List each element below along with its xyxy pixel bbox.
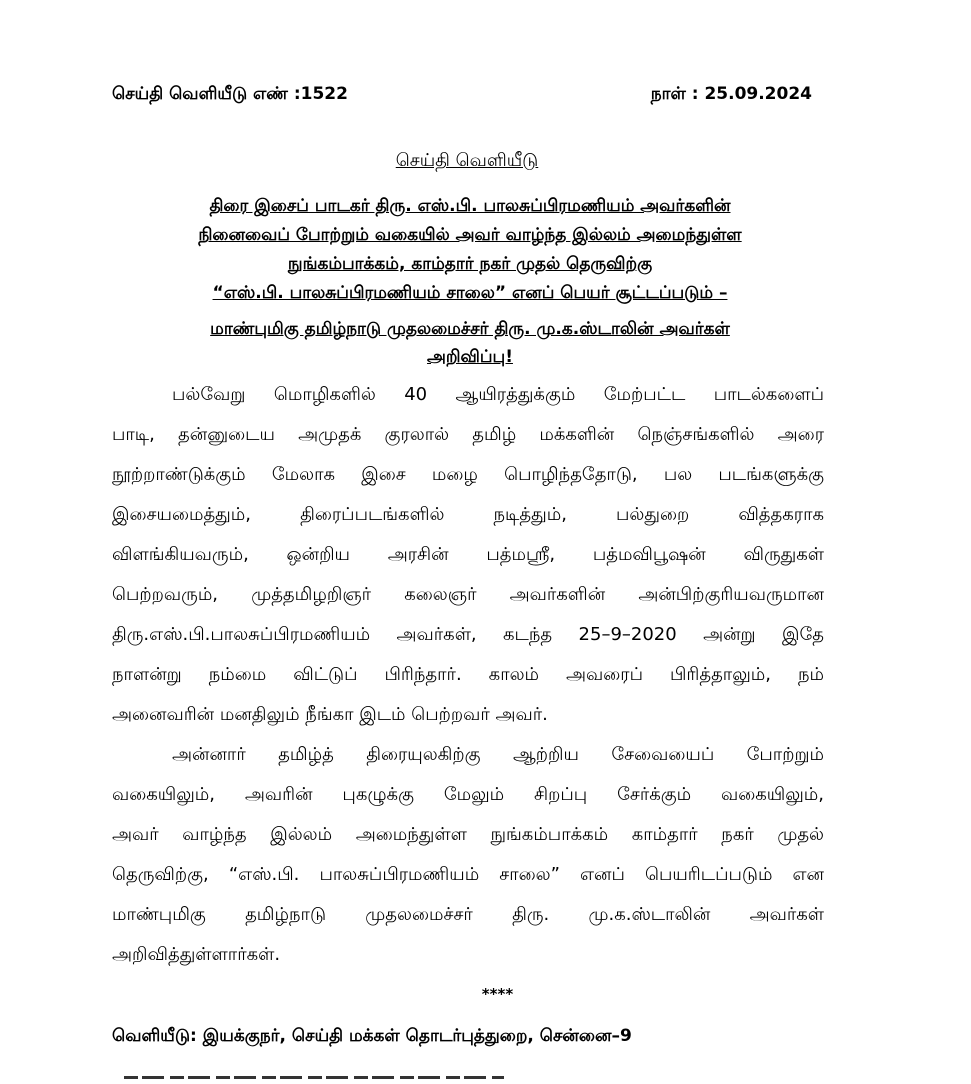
cut-off-text-line [124, 1072, 504, 1084]
paragraph-line: நாளன்று நம்மை விட்டுப் பிரிந்தார். காலம் அவரைப் பிரித்தாலும், நம் [112, 664, 824, 685]
paragraph-line: விளங்கியவரும், ஒன்றிய அரசின் பத்மஸ்ரீ, பத்மவிபூஷன் விருதுகள் [112, 544, 824, 565]
headline-line: நுங்கம்பாக்கம், காம்தார் நகர் முதல் தெருவிற்கு [287, 254, 653, 274]
paragraph-line: திரு.எஸ்.பி.பாலசுப்பிரமணியம் அவர்கள், கடந்த 25–9–2020 அன்று இதே [112, 624, 824, 645]
paragraph-line: அறிவித்துள்ளார்கள். [112, 944, 281, 965]
release-number: செய்தி வெளியீடு எண் :1522 [112, 84, 348, 104]
paragraph-line: நூற்றாண்டுக்கும் மேலாக இசை மழை பொழிந்ததோடு, பல படங்களுக்கு [112, 464, 824, 485]
paragraph-2 [112, 735, 824, 975]
paragraph-line: பல்வேறு மொழிகளில் 40 ஆயிரத்துக்கும் மேற்பட்ட பாடல்களைப் [172, 384, 824, 405]
paragraph-line: பெற்றவரும், முத்தமிழறிஞர் கலைஞர் அவர்களின் அன்பிற்குரியவருமான [112, 584, 824, 605]
headline-line: “எஸ்.பி. பாலசுப்பிரமணியம் சாலை” எனப் பெயர் சூட்டப்படும் – [212, 283, 728, 303]
headline [130, 192, 810, 308]
issuer-footer: வெளியீடு: இயக்குநர், செய்தி மக்கள் தொடர்புத்துறை, சென்னை–9 [112, 1026, 632, 1046]
subheadline-line: மாண்புமிகு தமிழ்நாடு முதலமைச்சர் திரு. மு.க.ஸ்டாலின் அவர்கள் [210, 319, 730, 339]
headline-line: திரை இசைப் பாடகர் திரு. எஸ்.பி. பாலசுப்பிரமணியம் அவர்களின் [209, 196, 731, 216]
paragraph-line: தெருவிற்கு, “எஸ்.பி. பாலசுப்பிரமணியம் சாலை” எனப் பெயரிடப்படும் என [112, 864, 824, 885]
header-row [112, 84, 812, 108]
paragraph-line: அனைவரின் மனதிலும் நீங்கா இடம் பெற்றவர் அவர். [112, 704, 548, 725]
paragraph-1 [112, 375, 824, 735]
paragraph-line: இசையமைத்தும், திரைப்படங்களில் நடித்தும், பல்துறை வித்தகராக [112, 504, 824, 525]
paragraph-line: அவர் வாழ்ந்த இல்லம் அமைந்துள்ள நுங்கம்பாக்கம் காம்தார் நகர் முதல் [112, 824, 824, 845]
paragraph-line: பாடி, தன்னுடைய அமுதக் குரலால் தமிழ் மக்களின் நெஞ்சங்களில் அரை [112, 424, 824, 445]
subheadline-line: அறிவிப்பு! [427, 347, 513, 367]
section-separator: **** [481, 985, 514, 1003]
paragraph-line: மாண்புமிகு தமிழ்நாடு முதலமைச்சர் திரு. மு.க.ஸ்டாலின் அவர்கள் [112, 904, 824, 925]
headline-line: நினைவைப் போற்றும் வகையில் அவர் வாழ்ந்த இல்லம் அமைந்துள்ள [198, 225, 742, 245]
subheadline [130, 315, 810, 371]
release-date: நாள் : 25.09.2024 [650, 84, 812, 104]
paragraph-line: அன்னார் தமிழ்த் திரையுலகிற்கு ஆற்றிய சேவையைப் போற்றும் [172, 744, 824, 765]
paragraph-line: வகையிலும், அவரின் புகழுக்கு மேலும் சிறப்பு சேர்க்கும் வகையிலும், [112, 784, 824, 805]
document-title: செய்தி வெளியீடு [395, 150, 539, 171]
